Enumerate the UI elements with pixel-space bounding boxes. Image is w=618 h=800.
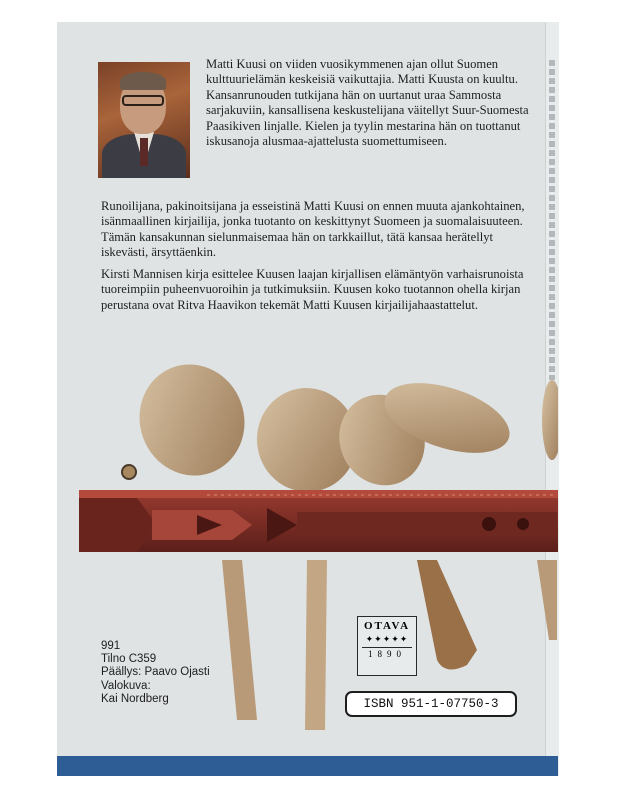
bottom-band	[57, 756, 558, 776]
body-paragraph-3: Kirsti Mannisen kirja esittelee Kuusen laajan kirjallisen elämäntyön varhaisrunoista tuoreimpiin puheenvuoroihin ja tutkimuksiin. Kuusen koko tuotannon ohella kirjan perustana ovat Ritva Haavikon tekemät Matti Kuusen kirjailijahaastattelut.	[101, 267, 524, 312]
logo-year: 1890	[362, 647, 412, 660]
body-paragraph-2: Runoilijana, pakinoitsijana ja esseistinä Matti Kuusi on ennen muuta ajankohtainen, isänmaallinen kirjailija, jonka tuotanto on keskittynyt Suomeen ja suomalaisuuteen. Tämän kansakunnan sielunmaisemaa hän on tarkkaillut, tätä kansaa herätellyt iskevästi, ärsyttäenkin.	[101, 199, 525, 260]
otava-logo	[357, 616, 417, 676]
photo-label: Valokuva:	[101, 679, 151, 692]
spine-title-strip	[549, 60, 555, 380]
isbn-box: ISBN 951-1-07750-3	[345, 691, 517, 717]
intro-paragraph: Matti Kuusi on viiden vuosikymmenen ajan ollut Suomen kulttuurielämän keskeisiä vaikuttajia. Matti Kuusta on kuultu. Kansanrunouden tutkijana hän on uurtanut uraa Sammosta sarjakuviin, kansallisena keskustelijana väitellyt Suur-Suomesta Paasikiven linjalle. Kielen ja tyylin mestarina hän on tuottanut iskusanoja alusmaa-ajattelusta suomettumiseen.	[206, 57, 529, 149]
logo-name: OTAVA	[363, 620, 411, 632]
photographer: Kai Nordberg	[101, 692, 169, 705]
author-portrait	[98, 62, 190, 178]
cover-designer: Päällys: Paavo Ojasti	[101, 666, 210, 679]
imprint-code: 991	[101, 640, 121, 652]
logo-stars: ✦✦✦✦✦	[365, 634, 409, 644]
imprint-tilno: Tilno C359	[101, 653, 157, 666]
imprint-block	[101, 640, 210, 706]
